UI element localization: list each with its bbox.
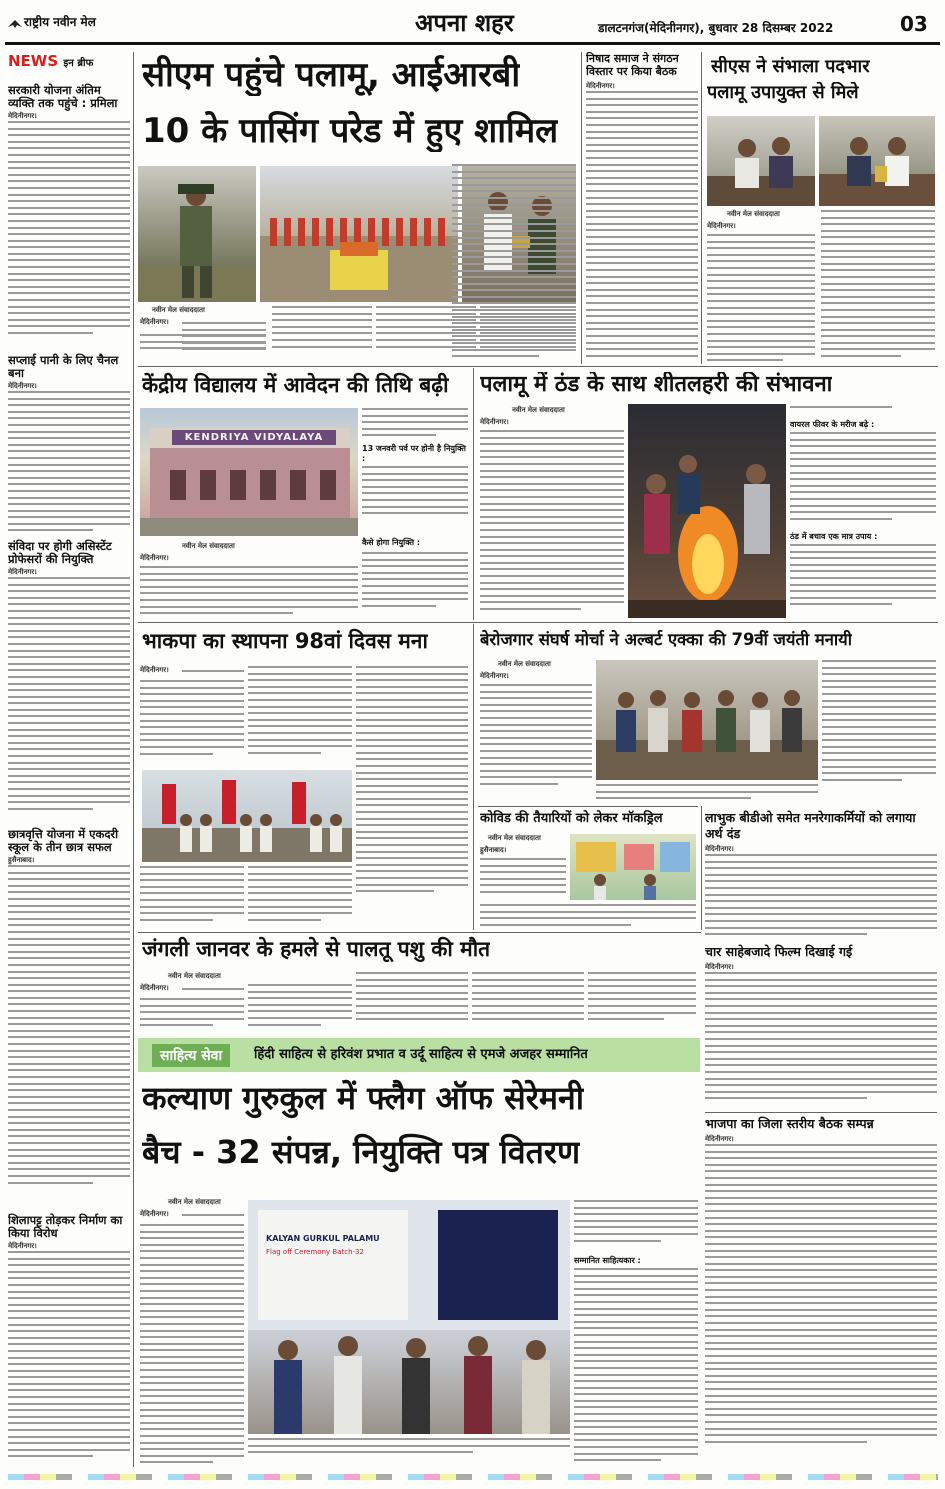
- story-lead: मेदिनीनगर।: [480, 672, 509, 680]
- dateline: डालटनगंज(मेदिनीनगर), बुधवार 28 दिसम्बर 2022: [598, 21, 834, 35]
- kv-sign: KENDRIYA VIDYALAYA: [172, 430, 336, 445]
- sahitya-tag: साहित्य सेवा: [152, 1044, 230, 1067]
- story-text: [705, 854, 937, 940]
- paper-name: राष्ट्रीय नवीन मेल: [24, 15, 96, 29]
- berojgar-story: [478, 628, 938, 806]
- brief-text: [8, 1251, 130, 1471]
- story-text: [248, 984, 352, 1032]
- story-text: [248, 1438, 570, 1466]
- story-text: [705, 1144, 937, 1454]
- brief-title: सरकारी योजना अंतिम व्यक्ति तक पहुंचे : प्रमिला: [8, 83, 118, 110]
- story-text: [574, 1268, 698, 1466]
- headline: कल्याण गुरुकुल में फ्लैग ऑफ सेरेमनी: [142, 1079, 585, 1117]
- cs-charge-story: [705, 56, 937, 364]
- kalyan-photo: [248, 1200, 570, 1434]
- cold-story: [478, 372, 938, 620]
- headline: लाभुक बीडीओ समेत मनरेगाकर्मियों को लगाया अर्थ दंड: [705, 810, 916, 841]
- story-text: [480, 430, 624, 618]
- byline: नवीन मेल संवाददाता: [168, 972, 221, 980]
- kv-photo: [140, 408, 358, 536]
- story-text: [182, 670, 244, 680]
- story-text: [362, 408, 468, 442]
- subhead: ठंड में बचाव एक मात्र उपाय :: [790, 532, 878, 541]
- brief-item: [8, 540, 130, 817]
- story-text: [140, 566, 358, 618]
- byline: नवीन मेल संवाददाता: [168, 1198, 221, 1206]
- story-lead: हुसैनाबाद।: [480, 846, 507, 854]
- brief-title: संविदा पर होगी असिस्टेंट प्रोफेसरों की नियुक्ति: [8, 539, 112, 566]
- story-text: [140, 998, 244, 1032]
- kalyan-banner-sub: Flag off Ceremony Batch-32: [266, 1248, 364, 1256]
- story-text: [480, 904, 696, 930]
- headline: भाजपा का जिला स्तरीय बैठक सम्पन्न: [705, 1116, 874, 1131]
- story-text: [182, 988, 244, 998]
- story-text: [790, 406, 936, 416]
- story-text: [140, 334, 266, 356]
- parade-photo: [260, 166, 458, 302]
- byline: नवीन मेल संवाददाता: [182, 542, 235, 550]
- story-text: [356, 972, 468, 1032]
- brief-lead: मेदिनीनगर।: [8, 112, 37, 120]
- covid-photo: [570, 834, 696, 900]
- brief-lead: हुसैनाबाद।: [8, 856, 35, 864]
- kv-story: [138, 372, 470, 620]
- news-brief-label: [8, 52, 130, 70]
- story-text: [140, 866, 244, 930]
- brief-item: [8, 354, 130, 541]
- page-number: 03: [900, 12, 928, 36]
- story-lead: मेदिनीनगर।: [140, 318, 169, 326]
- subhead: कैसे होगा नियुक्ति :: [362, 538, 421, 547]
- story-lead: मेदिनीनगर।: [705, 1135, 734, 1143]
- brief-text: [8, 577, 130, 817]
- headline: कोविड की तैयारियों को लेकर मॉकड्रिल: [480, 811, 663, 826]
- news-label: NEWS: [8, 52, 59, 70]
- headline: भाकपा का स्थापना 98वां दिवस मना: [142, 629, 428, 653]
- section-title: अपना शहर: [415, 9, 514, 37]
- bonfire-photo: [628, 404, 786, 618]
- brief-title: सप्लाई पानी के लिए चैनल बना: [8, 353, 119, 380]
- paper-logo-icon: [8, 14, 22, 24]
- story-lead: मेदिनीनगर।: [586, 82, 615, 90]
- brief-lead: मेदिनीनगर।: [8, 382, 37, 390]
- story-text: [790, 432, 936, 528]
- cpi-photo: [142, 770, 352, 862]
- story-text: [248, 866, 352, 930]
- story-text: [790, 544, 936, 618]
- story-lead: मेदिनीनगर।: [140, 666, 169, 674]
- brief-item: [8, 828, 130, 1191]
- story-text: [480, 684, 592, 804]
- story-text: [272, 306, 372, 356]
- story-text: [472, 972, 584, 1032]
- story-lead: मेदिनीनगर।: [140, 554, 169, 562]
- brief-text: [8, 391, 130, 541]
- headline: बैच - 32 संपन्न, नियुक्ति पत्र वितरण: [142, 1133, 581, 1171]
- story-text: [574, 1200, 698, 1254]
- kalyan-banner: KALYAN GURKUL PALAMU: [266, 1234, 380, 1243]
- brief-text: [8, 121, 130, 335]
- headline: बेरोजगार संघर्ष मोर्चा ने अल्बर्ट एक्का की 79वीं जयंती मनायी: [480, 630, 853, 649]
- story-text: [586, 91, 698, 361]
- story-text: [707, 234, 815, 364]
- story-text: [821, 210, 935, 364]
- soldier-photo: [138, 166, 256, 302]
- story-lead: मेदिनीनगर।: [140, 984, 169, 992]
- nishad-story: [586, 52, 698, 364]
- berojgar-photo: [596, 660, 818, 780]
- brief-text: [8, 865, 130, 1191]
- story-text: [362, 466, 468, 522]
- covid-story: [478, 810, 698, 930]
- headline: केंद्रीय विद्यालय में आवेदन की तिथि बढ़ी: [142, 373, 449, 397]
- story-text: [588, 972, 696, 1032]
- subhead: 13 जनवरी पर्व पर होनी है नियुक्ति :: [362, 444, 466, 463]
- story-text: [140, 1224, 244, 1466]
- headline: सीएस ने संभाला पदभार: [711, 56, 870, 77]
- story-lead: मेदिनीनगर।: [140, 1210, 169, 1218]
- story-text: [182, 1214, 244, 1224]
- bjp-story: [705, 1116, 937, 1466]
- byline: नवीन मेल संवाददाता: [727, 210, 780, 218]
- subhead: वायरल फीवर के मरीज बढ़े :: [790, 420, 875, 429]
- story-text: [822, 660, 936, 804]
- headline: 10 के पासिंग परेड में हुए शामिल: [142, 111, 559, 151]
- brief-lead: मेदिनीनगर।: [8, 568, 37, 576]
- cs-photo-2: [819, 116, 935, 206]
- headline: निषाद समाज ने संगठन विस्तार पर किया बैठक: [586, 52, 679, 78]
- sahitya-headline: हिंदी साहित्य से हरिवंश प्रभात व उर्दू साहित्य से एमजे अजहर सम्मानित: [254, 1047, 588, 1062]
- cs-photo-1: [707, 116, 815, 206]
- headline: चार साहेबजादे फिल्म दिखाई गई: [705, 944, 853, 959]
- story-text: [362, 552, 468, 616]
- news-brief-column: [8, 52, 130, 1472]
- story-lead: मेदिनीनगर।: [707, 222, 736, 230]
- sahitya-band: [138, 1038, 700, 1072]
- story-text: [140, 680, 244, 766]
- story-text: [480, 858, 566, 902]
- brief-title: शिलापट्ट तोड़कर निर्माण का किया विरोध: [8, 1213, 123, 1240]
- brief-lead: मेदिनीनगर।: [8, 1242, 37, 1250]
- headline: पलामू में ठंड के साथ शीतलहरी की संभावना: [480, 372, 833, 397]
- story-lead: मेदिनीनगर।: [705, 963, 734, 971]
- print-color-bar: [8, 1474, 938, 1480]
- mgnrega-story: [705, 810, 937, 1110]
- brief-title: छात्रवृत्ति योजना में एकदरी स्कूल के तीन छात्र सफल: [8, 827, 119, 854]
- headline: सीएम पहुंचे पलामू, आईआरबी: [142, 55, 521, 95]
- cpi-story: [138, 628, 470, 932]
- story-text: [705, 972, 937, 1104]
- brief-item: [8, 1214, 130, 1471]
- masthead: [0, 0, 945, 46]
- animal-story: [138, 936, 698, 1034]
- story-lead: मेदिनीनगर।: [705, 845, 734, 853]
- story-text: [248, 666, 352, 766]
- byline: नवीन मेल संवाददाता: [512, 406, 565, 414]
- kalyan-story: [138, 1076, 700, 1468]
- subhead: सम्मानित साहित्यकार :: [574, 1256, 641, 1265]
- brief-label: इन ब्रीफ: [63, 58, 94, 69]
- byline: नवीन मेल संवाददाता: [498, 660, 551, 668]
- brief-item: [8, 84, 130, 335]
- story-text: [596, 784, 818, 804]
- headline: जंगली जानवर के हमले से पालतू पशु की मौत: [142, 937, 491, 961]
- story-text: [356, 666, 468, 906]
- story-text: [452, 164, 576, 360]
- story-lead: मेदिनीनगर।: [480, 418, 509, 426]
- byline: नवीन मेल संवाददाता: [488, 834, 541, 842]
- byline: नवीन मेल संवाददाता: [152, 306, 205, 314]
- headline: पलामू उपायुक्त से मिले: [707, 82, 859, 103]
